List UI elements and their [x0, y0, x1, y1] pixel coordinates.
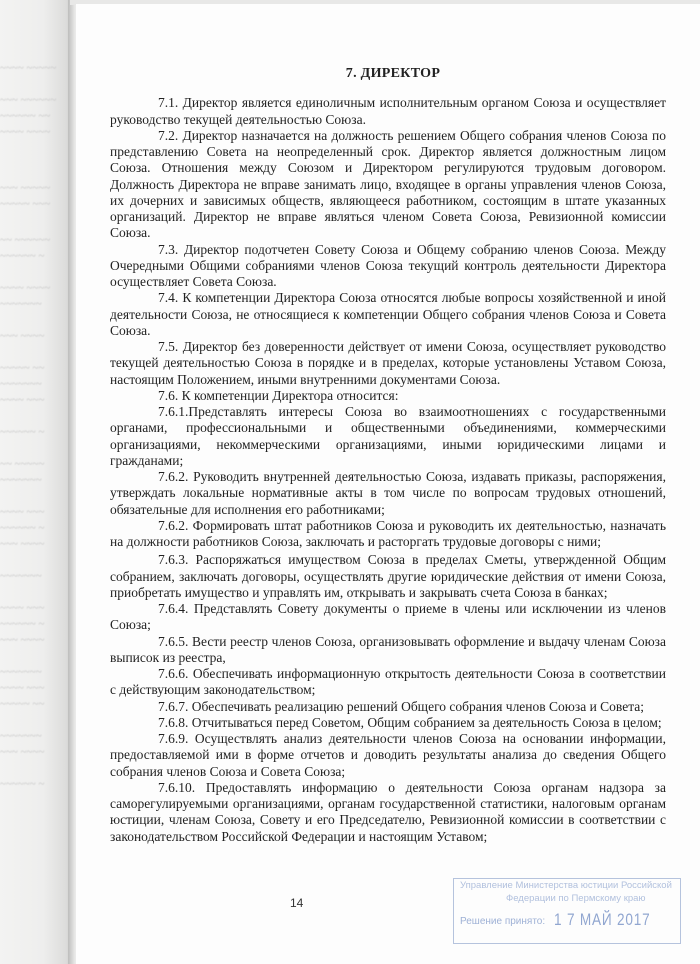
paragraph-7-1: 7.1. Директор является единоличным исполнительным органом Союза и осуществляет руководство текущей деятельностью Союза. — [110, 95, 666, 127]
paragraph-7-6: 7.6. К компетенции Директора относится: — [158, 387, 399, 403]
paragraph-7-6-1: 7.6.1.Представлять интересы Союза во взаимоотношениях с государственными органами, профессиональными и общественными объединениями, коммерческими организациями, некоммерческими организациями, иными юридическими лицами и гражданами; — [110, 404, 666, 468]
paragraph-7-6-5: 7.6.5. Вести реестр членов Союза, организовывать оформление и выдачу членам Союза выписок из реестра, — [110, 633, 666, 665]
paragraph-7-6-7: 7.6.7. Обеспечивать реализацию решений Общего собрания членов Союза и Совета; — [158, 698, 645, 714]
registration-stamp — [453, 878, 681, 944]
stamp-decision-label: Решение принято: — [460, 916, 546, 927]
document-page — [76, 4, 700, 964]
paragraph-7-6-6: 7.6.6. Обеспечивать информационную открытость деятельности Союза в соответствии с действующим законодательством; — [110, 666, 666, 698]
paragraph-7-6-2-staff: 7.6.2. Формировать штат работников Союза и руководить их деятельностью, назначать на должности работников Союза, заключать и расторгать трудовые договоры с ними; — [110, 517, 666, 549]
paragraph-7-6-4: 7.6.4. Представлять Совету документы о приеме в члены или исключении из членов Союза; — [110, 601, 666, 633]
adjacent-page-edge: ~~~~ ~~~~~ ~~~ ~~~~~~ ~~~~~~ ~~ ~~~~ ~~~~ ~~~ ~~~~~ ~~~~~ ~~~ ~~ ~~~~~~ ~~~~~~ ~ ~~~~ ~~~~ ~~~~~~~ ~~~ ~~~~ ~~~~~ ~~ ~~~~~~~ ~~~~ ~~~ ~~~~~~ ~ ~~ ~~~~~ ~~~~~~~ ~~~~ ~~~ ~~~~~~ ~ ~~~ ~~~~ ~~~~~~~ ~~~~ ~~~ ~~~~~~ ~ ~~~ ~~~~ ~~~~~~~ ~~~~ ~~~ ~~~~~ ~~ ~~~~~~~ ~~~ ~~~~ ~~~~~~ ~ — [0, 0, 72, 964]
section-title: 7. ДИРЕКТОР — [345, 66, 441, 81]
paragraph-7-6-3: 7.6.3. Распоряжаться имуществом Союза в пределах Сметы, утвержденной Общим собранием, заключать договоры, осуществлять другие юридические действия от имени Союза, приобретать имущество и управлять им, открывать и закрывать счета Союза в банках; — [110, 552, 666, 600]
paragraph-7-3: 7.3. Директор подотчетен Совету Союза и Общему собранию членов Союза. Между Очередными Общими собраниями членов Союза текущий контроль деятельности Директора осуществляет Совета Союза. — [110, 241, 666, 289]
stamp-authority-line2: Федерации по Пермскому краю — [506, 893, 646, 904]
paragraph-7-6-9: 7.6.9. Осуществлять анализ деятельности членов Союза на основании информации, предоставляемой ими в форме отчетов и доводить результаты анализа до сведения Общего собрания членов Союза и Совета Союза; — [110, 731, 666, 779]
paragraph-7-4: 7.4. К компетенции Директора Союза относятся любые вопросы хозяйственной и иной деятельности Союза, не относящиеся к компетенции Общего собрания членов Союза и Совета Союза. — [110, 290, 666, 338]
paragraph-7-5: 7.5. Директор без доверенности действует от имени Союза, осуществляет руководство текущей деятельностью Союза в порядке и в пределах, которые установлены Уставом Союза, настоящим Положением, иными внутренними документами Союза. — [110, 339, 666, 387]
page-number: 14 — [290, 896, 304, 910]
page-content — [110, 66, 666, 845]
paragraph-7-2: 7.2. Директор назначается на должность решением Общего собрания членов Союза по представлению Совета на неопределенный срок. Директор является должностным лицом Союза. Отношения между Союзом и Директором регулируются трудовым договором. Должность Директора не вправе занимать лицо, входящее в органы управления членов Союза, их дочерних и зависимых обществ, являющееся работником, состоящим в штате указанных организаций. Директор не вправе являться членом Совета Союза, Ревизионной комиссии Союза. — [110, 127, 666, 241]
paragraph-7-6-8: 7.6.8. Отчитываться перед Советом, Общим собранием за деятельность Союза в целом; — [158, 714, 662, 730]
stamp-authority-line1: Управление Министерства юстиции Российской — [460, 880, 672, 891]
paragraph-7-6-10: 7.6.10. Предоставлять информацию о деятельности Союза органам надзора за саморегулируемыми организациями, органам государственной статистики, налоговым органам юстиции, членам Союза, Совету и его Председателю, Ревизионной комиссии в соответствии с законодательством Российской Федерации и настоящим Уставом; — [110, 779, 666, 844]
paragraph-7-6-2: 7.6.2. Руководить внутренней деятельностью Союза, издавать приказы, распоряжения, утверждать локальные нормативные акты в том числе по вопросам трудовых отношений, обязательные для исполнения его работниками; — [110, 469, 666, 517]
stamp-date: 1 7 МАЙ 2017 — [554, 910, 651, 929]
